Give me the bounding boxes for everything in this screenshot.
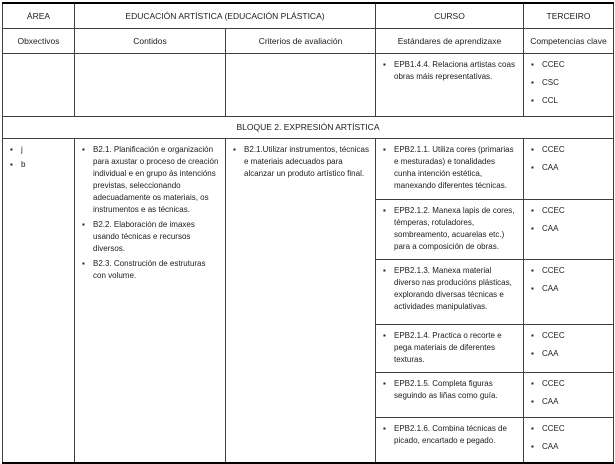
competencia-item: ▪ CAA [529,283,608,295]
row-bloque2-title [3,116,614,138]
table-header-row [3,3,614,28]
header-subject: EDUCACIÓN ARTÍSTICA (EDUCACIÓN PLÁSTICA) [75,3,376,28]
objective-item: ▪ j [8,144,69,156]
standard-item: ▪ EPB1.4.4. Relaciona artistas coas obras máis representativas. [381,59,518,83]
header-area: ÁREA [3,3,75,28]
cell-competencias [524,417,614,463]
colheader-estandares: Estándares de aprendizaxe [376,28,524,53]
cell-estandar [376,259,524,324]
standard-item: ▪ EPB2.1.3. Manexa material diverso nas producións plásticas, explorando diversas técnicas e actividades manipulativas. [381,265,518,313]
competencia-item: ▪ CCL [529,95,608,107]
content-item: ▪ B2.2. Elaboración de imaxes usando técnicas e recursos diversos. [80,219,220,255]
objective-item: ▪ b [8,159,69,171]
cell-criterios-bloque2 [226,138,376,463]
header-terceiro: TERCEIRO [524,3,614,28]
cell-competencias-epb144 [524,53,614,116]
bloque2-title-cell: BLOQUE 2. EXPRESIÓN ARTÍSTICA [3,116,614,138]
cell-empty-contidos [75,53,226,116]
cell-competencias [524,372,614,417]
cell-estandar [376,372,524,417]
competencia-item: ▪ CAA [529,348,608,360]
cell-contidos-bloque2 [75,138,226,463]
standard-item: ▪ EPB2.1.5. Completa figuras seguindo as liñas como guía. [381,378,518,402]
competencia-item: ▪ CCEC [529,423,608,435]
competencia-item: ▪ CSC [529,77,608,89]
cell-competencias [524,138,614,199]
competencia-item: ▪ CAA [529,396,608,408]
criterion-item: ▪ B2.1.Utilizar instrumentos, técnicas e materiais adecuados para alcanzar un produto artístico final. [231,144,370,180]
content-item: ▪ B2.1. Planificación e organización para axustar o proceso de creación individual e en grupo ás intencións previstas, seleccionando adecuadamente os materiais, os instrumentos e as técnicas. [80,144,220,216]
header-curso: CURSO [376,3,524,28]
cell-estandar [376,199,524,259]
competencia-item: ▪ CCEC [529,144,608,156]
cell-estandar [376,138,524,199]
column-header-row [3,28,614,53]
competencia-item: ▪ CAA [529,441,608,453]
competencia-item: ▪ CCEC [529,330,608,342]
competencia-item: ▪ CCEC [529,205,608,217]
cell-empty-obxectivos [3,53,75,116]
cell-obxectivos-bloque2 [3,138,75,463]
cell-estandar [376,417,524,463]
colheader-competencias: Competencias clave [524,28,614,53]
cell-competencias [524,259,614,324]
standard-item: ▪ EPB2.1.1. Utiliza cores (primarias e mesturadas) e tonalidades cunha intención estética, manexando diferentes técnicas. [381,144,518,192]
content-item: ▪ B2.3. Construción de estruturas con volume. [80,258,220,282]
cell-estandar-epb144 [376,53,524,116]
colheader-obxectivos: Obxectivos [3,28,75,53]
cell-competencias [524,324,614,372]
cell-empty-criterios [226,53,376,116]
colheader-criterios: Criterios de avaliación [226,28,376,53]
curriculum-table [2,2,614,464]
competencia-item: ▪ CCEC [529,378,608,390]
cell-competencias [524,199,614,259]
competencia-item: ▪ CCEC [529,265,608,277]
standard-item: ▪ EPB2.1.2. Manexa lapis de cores, témperas, rotuladores, sombreamento, acuarelas etc.) para a composición de obras. [381,205,518,253]
competencia-item: ▪ CCEC [529,59,608,71]
competencia-item: ▪ CAA [529,223,608,235]
row-standard-1 [3,138,614,199]
colheader-contidos: Contidos [75,28,226,53]
row-epb144 [3,53,614,116]
standard-item: ▪ EPB2.1.4. Practica o recorte e pega materiais de diferentes texturas. [381,330,518,366]
cell-estandar [376,324,524,372]
standard-item: ▪ EPB2.1.6. Combina técnicas de picado, encartado e pegado. [381,423,518,447]
competencia-item: ▪ CAA [529,162,608,174]
